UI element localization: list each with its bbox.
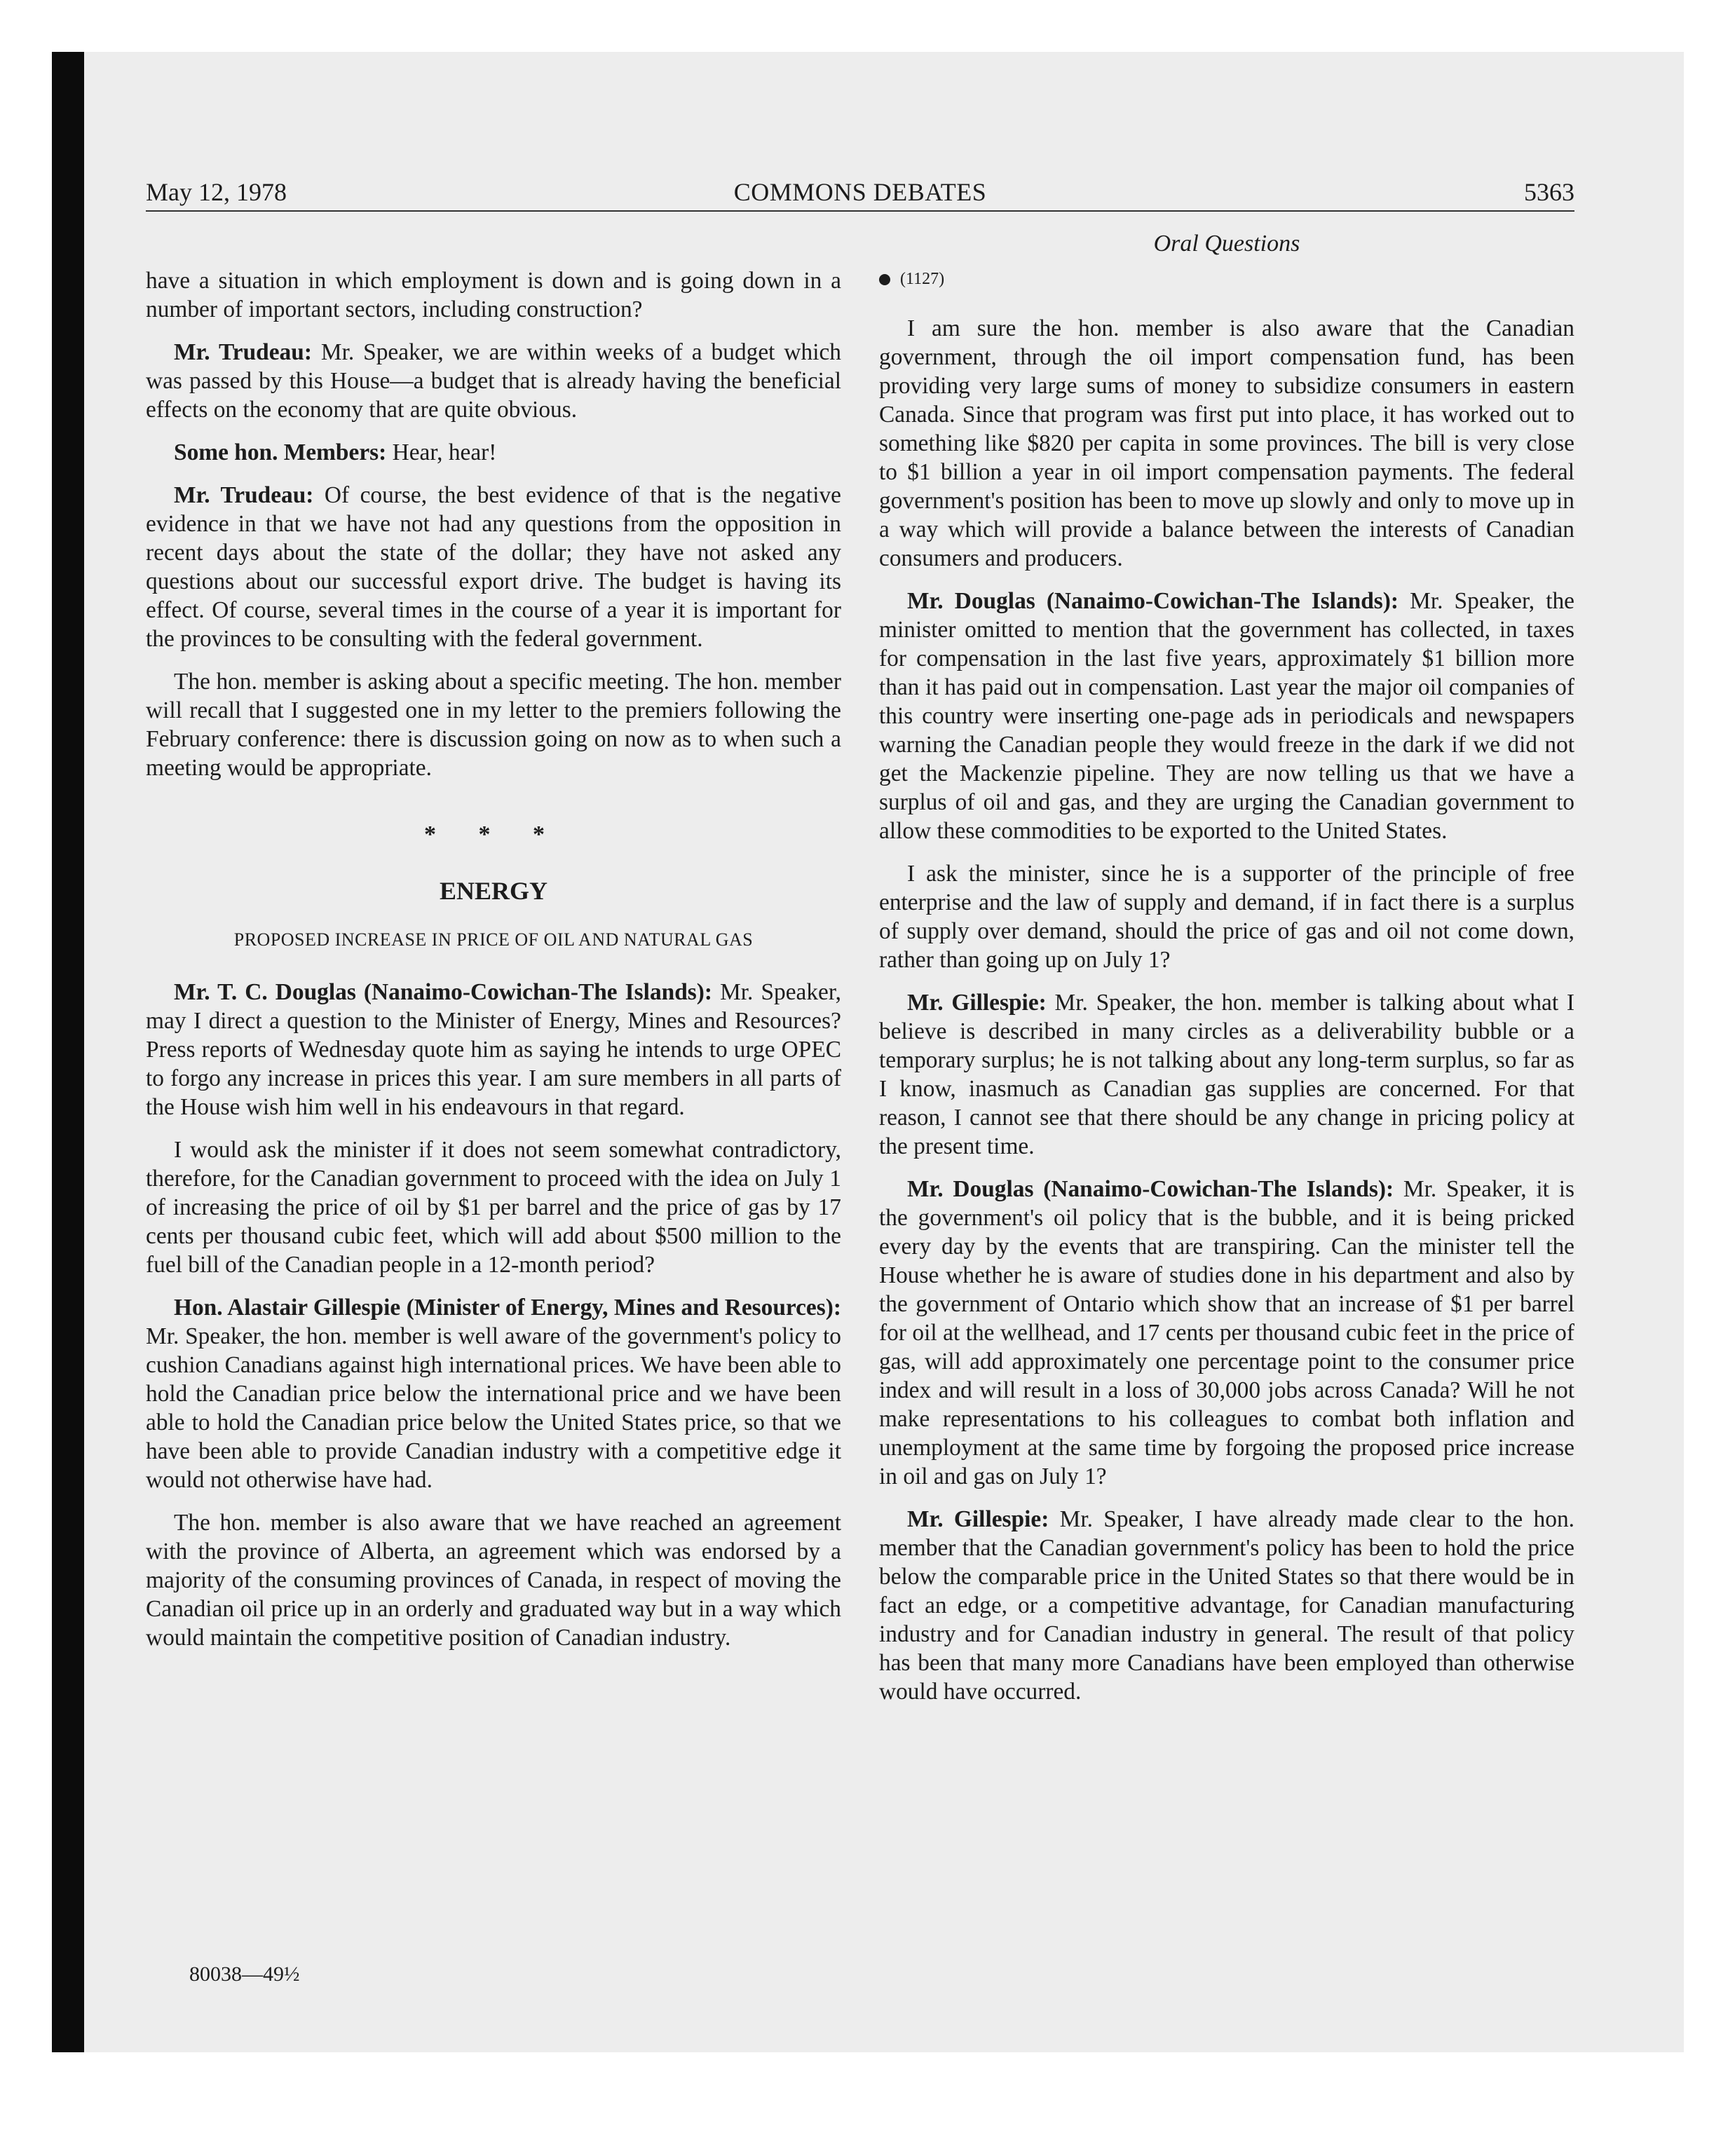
footer-code: 80038—49½	[189, 1963, 300, 1986]
header-date: May 12, 1978	[146, 178, 287, 206]
right-column	[879, 228, 1574, 1720]
speech-text: Mr. Speaker, it is the government's oil policy that is the bubble, and it is being pricked every day by the events that are transpiring. Can the minister tell the House whether he is aware of studies done in his department and also by the government of Ontario which show that an increase of $1 per barrel for oil at the wellhead, and 17 cents per thousand cubic feet in the price of gas, will add approximately one percentage point to the consumer price index and will result in a loss of 30,000 jobs across Canada? Will he not make representations to his colleagues to combat both inflation and unemployment at the same time by forgoing the proposed price increase in oil and gas on July 1?	[879, 1176, 1574, 1489]
paragraph	[146, 438, 841, 467]
speaker-name: Mr. T. C. Douglas (Nanaimo-Cowichan-The Islands):	[174, 979, 713, 1005]
paragraph	[146, 978, 841, 1121]
speech-text: Hear, hear!	[386, 439, 497, 465]
speech-text: Mr. Speaker, I have already made clear to the hon. member that the Canadian government's policy has been to hold the price below the comparable price in the United States so that there would be in fact an edge, or a competitive advantage, for Canadian manufacturing industry and for Canadian industry in general. The result of that policy has been that many more Canadians have been employed than otherwise would have occurred.	[879, 1506, 1574, 1705]
header-page-number: 5363	[1524, 178, 1574, 206]
timecode	[879, 265, 1574, 293]
paragraph	[146, 338, 841, 424]
paragraph: I would ask the minister if it does not seem somewhat contradictory, therefore, for the Canadian government to proceed with the idea on July 1 of increasing the price of oil by $1 per barrel and the price of gas by 17 cents per thousand cubic feet, which will add about $500 million to the fuel bill of the Canadian people in a 12-month period?	[146, 1137, 841, 1278]
speaker-name: Mr. Gillespie:	[907, 1506, 1049, 1532]
speaker-name: Mr. Trudeau:	[174, 482, 314, 508]
speaker-name: Some hon. Members:	[174, 439, 387, 465]
paragraph	[146, 481, 841, 653]
section-subheading: PROPOSED INCREASE IN PRICE OF OIL AND NATURAL GAS	[233, 929, 754, 950]
speaker-name: Mr. Trudeau:	[174, 339, 312, 365]
section-heading: ENERGY	[439, 877, 548, 905]
speaker-name: Mr. Douglas (Nanaimo-Cowichan-The Islands):	[907, 1176, 1394, 1202]
paragraph: I ask the minister, since he is a supporter of the principle of free enterprise and the law of supply and demand, if in fact there is a surplus of supply over demand, should the price of gas and oil not come down, rather than going up on July 1?	[879, 861, 1574, 973]
speaker-name: Hon. Alastair Gillespie (Minister of Energy, Mines and Resources):	[174, 1295, 841, 1321]
speech-text: Mr. Speaker, the minister omitted to mention that the government has collected, in taxes for compensation in the last five years, approximately $1 billion more than it has paid out in compensation. Last year the major oil companies of this country were inserting one-page ads in periodicals and newspapers warning the Canadian people they would freeze in the dark if we did not get the Mackenzie pipeline. They are now telling us that we have a surplus of oil and gas, and they are urging the Canadian government to allow these commodities to be exported to the United States.	[879, 588, 1575, 844]
speech-text: Mr. Speaker, may I direct a question to the Minister of Energy, Mines and Resources? Press reports of Wednesday quote him as saying he intends to urge OPEC to forgo any increase in prices this year. I am sure members in all parts of the House wish him well in his endeavours in that regard.	[146, 979, 842, 1120]
speech-text: Mr. Speaker, we are within weeks of a budget which was passed by this House—a budget that is already having the beneficial effects on the economy that are quite obvious.	[146, 339, 841, 423]
timecode-text: (1127)	[900, 270, 945, 288]
paragraph	[879, 988, 1574, 1161]
paragraph: I am sure the hon. member is also aware that the Canadian government, through the oil import compensation fund, has been providing very large sums of money to subsidize consumers in eastern Canada. Since that program was first put into place, it has worked out to something like $820 per capita in some provinces. The bill is very close to $1 billion a year in oil import compensation payments. The federal government's position has been to move up slowly and only to move up in a way which will provide a balance between the interests of Canadian consumers and producers.	[879, 315, 1574, 571]
section-label: Oral Questions	[1153, 231, 1300, 257]
header-publication: COMMONS DEBATES	[733, 178, 987, 206]
scan-edge-bar	[52, 52, 84, 2052]
header-rule	[146, 210, 1574, 212]
speech-text: Mr. Speaker, the hon. member is well aware of the government's policy to cushion Canadians against high international prices. We have been able to hold the Canadian price below the international price and we have been able to hold the Canadian price below the United States price, so that we have been able to provide Canadian industry with a competitive edge it would not otherwise have had.	[146, 1323, 841, 1493]
paragraph: The hon. member is asking about a specific meeting. The hon. member will recall that I suggested one in my letter to the premiers following the February conference: there is discussion going on now as to when such a meeting would be appropriate.	[146, 669, 841, 781]
speaker-name: Mr. Gillespie:	[907, 990, 1047, 1016]
speech-text: Mr. Speaker, the hon. member is talking about what I believe is described in many circles as a deliverability bubble or a temporary surplus; he is not talking about any long-term surplus, so far as I know, inasmuch as Canadian gas supplies are concerned. For that reason, I cannot see that there should be any change in pricing policy at the present time.	[879, 990, 1575, 1159]
speaker-name: Mr. Douglas (Nanaimo-Cowichan-The Islands):	[907, 588, 1399, 614]
left-column	[146, 266, 841, 1666]
paragraph: have a situation in which employment is down and is going down in a number of important sectors, including construction?	[146, 268, 841, 322]
speech-text: Of course, the best evidence of that is the negative evidence in that we have not had any questions from the opposition in recent days about the state of the dollar; they have not asked any questions about our successful export drive. The budget is having its effect. Of course, several times in the course of a year it is important for the provinces to be consulting with the federal government.	[146, 482, 841, 652]
page-header	[146, 175, 1574, 209]
section-separator: * * *	[424, 821, 563, 847]
paragraph	[879, 587, 1574, 845]
paragraph	[146, 1293, 841, 1494]
bullet-dot-icon	[879, 274, 890, 285]
paragraph	[879, 1175, 1574, 1491]
paragraph: The hon. member is also aware that we have reached an agreement with the province of Alberta, an agreement which was endorsed by a majority of the consuming provinces of Canada, in respect of moving the Canadian oil price up in an orderly and graduated way but in a way which would maintain the competitive position of Canadian industry.	[146, 1510, 841, 1651]
paragraph	[879, 1505, 1574, 1706]
